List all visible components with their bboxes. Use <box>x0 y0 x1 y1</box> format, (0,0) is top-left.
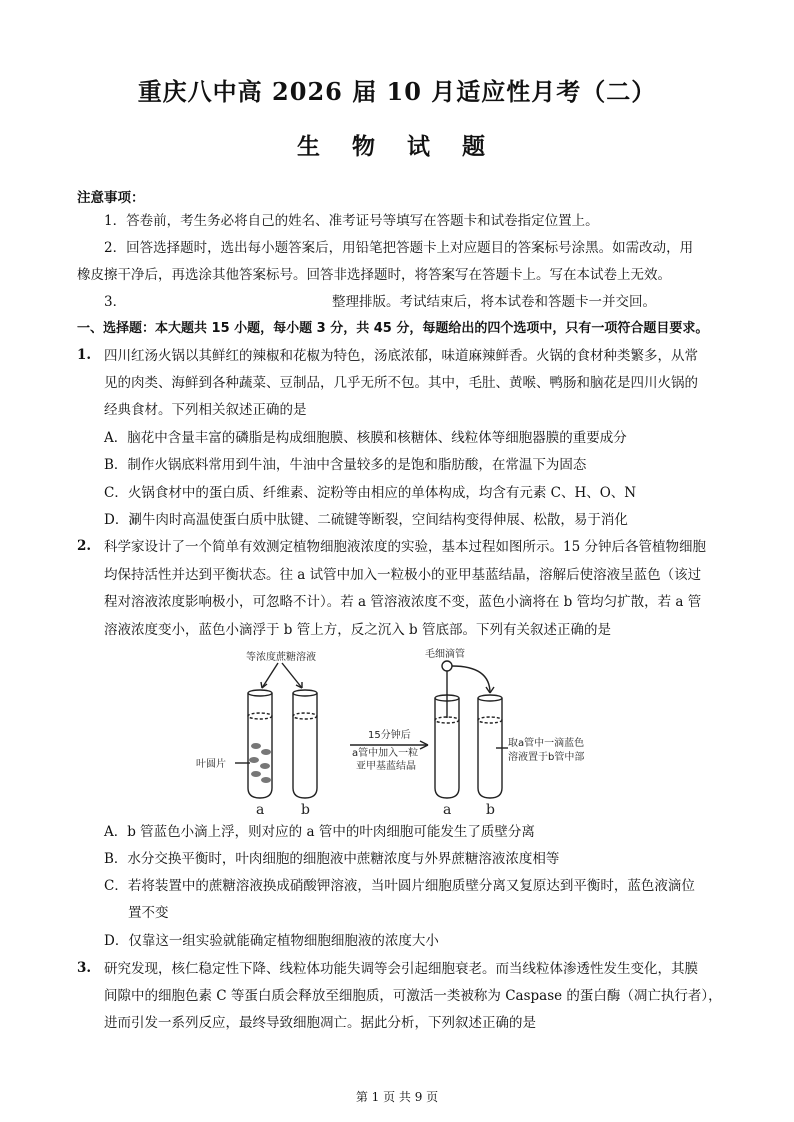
notes-heading: 注意事项： <box>77 190 145 206</box>
note-3: 整理排版。考试结束后，将本试卷和答题卡一并交回。 <box>332 294 656 310</box>
q2-option-b: B．水分交换平衡时，叶肉细胞的细胞液中蔗糖浓度与外界蔗糖溶液浓度相等 <box>104 851 560 867</box>
label-solution: 等浓度蔗糖溶液 <box>246 652 316 663</box>
q3-number: 3. <box>77 960 92 976</box>
arrow-label-3: 亚甲基蓝结晶 <box>356 761 416 772</box>
q1-number: 1. <box>77 347 92 363</box>
note-1: 1．答卷前，考生务必将自己的姓名、准考证号等填写在答题卡和试卷指定位置上。 <box>104 213 599 229</box>
q1-option-b: B．制作火锅底料常用到牛油，牛油中含量较多的是饱和脂肪酸，在常温下为固态 <box>104 457 587 473</box>
q1-option-c: C．火锅食材中的蛋白质、纤维素、淀粉等由相应的单体构成，均含有元素 C、H、O、N <box>104 485 637 501</box>
arrow-label-1: 15分钟后 <box>368 730 411 741</box>
q2-stem-2: 均保持活性并达到平衡状态。往 a 试管中加入一粒极小的亚甲基蓝结晶，溶解后使溶液呈蓝色（该过 <box>104 567 702 583</box>
q1-stem-3: 经典食材。下列相关叙述正确的是 <box>104 402 307 418</box>
experiment-diagram <box>190 648 610 818</box>
arrow-label-2: a管中加入一粒 <box>352 748 419 759</box>
q2-option-d: D．仅靠这一组实验就能确定植物细胞细胞液的浓度大小 <box>104 933 439 949</box>
tube-label-a-right: a <box>443 802 452 818</box>
note-2: 2．回答选择题时，选出每小题答案后，用铅笔把答题卡上对应题目的答案标号涂黑。如需改动，用 <box>104 240 694 256</box>
q1-option-d: D．涮牛肉时高温使蛋白质中肽键、二硫键等断裂，空间结构变得伸展、松散，易于消化 <box>104 512 628 528</box>
q2-stem-4: 溶液浓度变小，蓝色小滴浮于 b 管上方，反之沉入 b 管底部。下列有关叙述正确的是 <box>104 622 611 638</box>
section-heading: 一、选择题：本大题共 15 小题，每小题 3 分，共 45 分，每题给出的四个选项中，只有一项符合题目要求。 <box>77 321 709 336</box>
q1-option-a: A．脑花中含量丰富的磷脂是构成细胞膜、核膜和核糖体、线粒体等细胞器膜的重要成分 <box>104 430 627 446</box>
exam-title: 重庆八中高 2026 届 10 月适应性月考（二） <box>137 77 657 106</box>
q2-option-c: C．若将装置中的蔗糖溶液换成硝酸钾溶液，当叶圆片细胞质壁分离又复原达到平衡时，蓝色液滴位 <box>104 878 695 894</box>
page-footer: 第 1 页 共 9 页 <box>355 1090 439 1104</box>
q2-option-a: A．b 管蓝色小滴上浮，则对应的 a 管中的叶肉细胞可能发生了质壁分离 <box>104 824 535 840</box>
tube-label-a-left: a <box>256 802 265 818</box>
q1-stem-1: 四川红汤火锅以其鲜红的辣椒和花椒为特色，汤底浓郁，味道麻辣鲜香。火锅的食材种类繁多，从常 <box>104 348 698 364</box>
note-label-1: 取a管中一滴蓝色 <box>508 738 585 749</box>
label-capillary: 毛细滴管 <box>425 649 465 660</box>
q2-stem-3: 程对溶液浓度影响极小，可忽略不计）。若 a 管溶液浓度不变，蓝色小滴将在 b 管均匀扩散，若 a 管 <box>104 594 702 610</box>
note-3-num: 3． <box>104 294 127 310</box>
tube-label-b-right: b <box>486 802 495 818</box>
q2-stem-1: 科学家设计了一个简单有效测定植物细胞液浓度的实验，基本过程如图所示。15 分钟后各管植物细胞 <box>104 539 706 555</box>
leaf-discs <box>249 743 271 783</box>
label-leaf: 叶圆片 <box>196 759 226 770</box>
exam-subtitle: 生 物 试 题 <box>296 133 498 160</box>
note-label-2: 溶液置于b管中部 <box>508 752 585 763</box>
q2-number: 2. <box>77 538 92 554</box>
q3-stem-3: 进而引发一系列反应，最终导致细胞凋亡。据此分析，下列叙述正确的是 <box>104 1015 536 1031</box>
q1-stem-2: 见的肉类、海鲜到各种蔬菜、豆制品，几乎无所不包。其中，毛肚、黄喉、鸭肠和脑花是四川火锅的 <box>104 375 698 391</box>
q3-stem-2: 间隙中的细胞色素 C 等蛋白质会释放至细胞质，可激活一类被称为 Caspase 的蛋白酶（凋亡执行者）， <box>104 988 722 1004</box>
tube-b-left <box>293 693 317 798</box>
q2-option-c-cont: 置不变 <box>128 905 169 921</box>
q3-stem-1: 研究发现，核仁稳定性下降、线粒体功能失调等会引起细胞衰老。而当线粒体渗透性发生变化，其膜 <box>104 961 698 977</box>
note-2-cont: 橡皮擦干净后，再选涂其他答案标号。回答非选择题时，将答案写在答题卡上。写在本试卷上无效。 <box>77 267 671 283</box>
tube-label-b-left: b <box>301 802 310 818</box>
